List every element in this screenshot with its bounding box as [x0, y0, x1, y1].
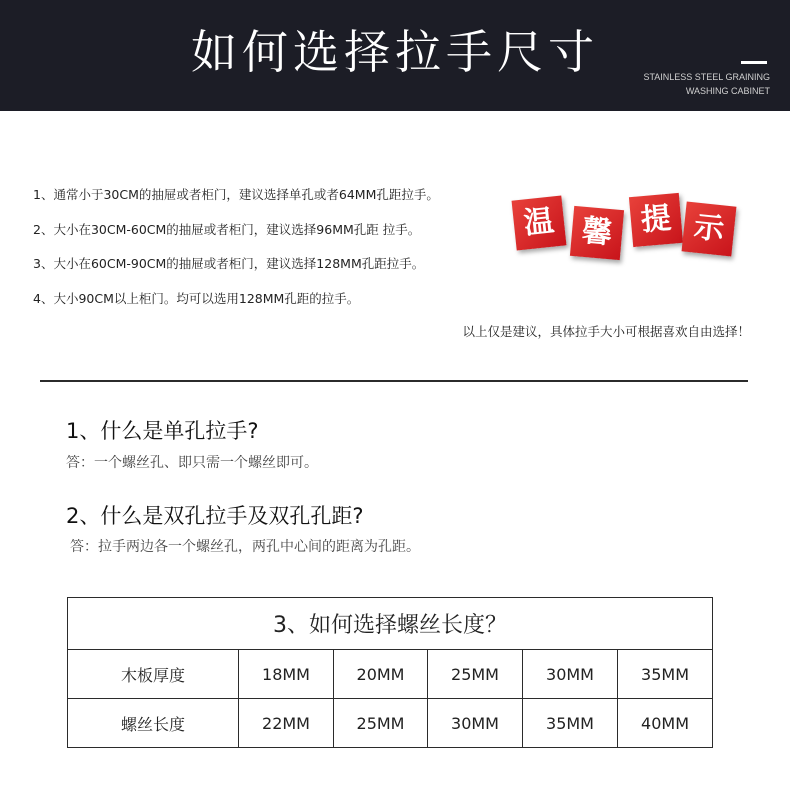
tip-item: 1、通常小于30CM的抽屉或者柜门，建议选择单孔或者64MM孔距拉手。: [33, 187, 439, 202]
header-subtitle-line1: STAINLESS STEEL GRAINING: [643, 72, 770, 82]
tip-item: 4、大小90CM以上柜门。均可以选用128MM孔距的拉手。: [33, 290, 360, 306]
table-row: [68, 699, 713, 748]
stamp-char: 温: [512, 196, 567, 251]
table-cell: 30MM: [523, 650, 618, 699]
tip-item: 3、大小在60CM-90CM的抽屉或者柜门，建议选择128MM孔距拉手。: [33, 256, 425, 271]
tips-list: [33, 178, 439, 316]
tip-item: 2、大小在30CM-60CM的抽屉或者柜门，建议选择96MM孔距 拉手。: [33, 221, 421, 237]
header-banner: [0, 0, 790, 111]
warm-tip-stamps: [512, 190, 732, 270]
table-cell: 35MM: [523, 699, 618, 748]
header-accent-line: [741, 61, 767, 64]
stamp-char: 提: [629, 193, 683, 247]
faq-question: 2、什么是双孔拉手及双孔孔距?: [66, 504, 364, 528]
faq-question: 1、什么是单孔拉手?: [66, 419, 259, 443]
screw-length-table: [67, 597, 713, 748]
faq-answer: 答：拉手两边各一个螺丝孔，两孔中心间的距离为孔距。: [70, 539, 420, 555]
faq-answer: 答：一个螺丝孔、即只需一个螺丝即可。: [66, 455, 318, 471]
header-subtitle: [643, 70, 770, 98]
table-cell: 25MM: [334, 699, 428, 748]
table-cell: 40MM: [618, 699, 713, 748]
row-label: 木板厚度: [68, 650, 239, 699]
table-cell: 30MM: [428, 699, 523, 748]
row-label: 螺丝长度: [68, 699, 239, 748]
table-title: 3、如何选择螺丝长度？: [68, 598, 713, 650]
table-cell: 22MM: [239, 699, 334, 748]
table-title-row: [68, 598, 713, 650]
section-divider: [40, 380, 748, 382]
stamp-char: 馨: [570, 206, 624, 260]
header-subtitle-line2: WASHING CABINET: [685, 86, 770, 96]
table-row: [68, 650, 713, 699]
table-cell: 35MM: [618, 650, 713, 699]
page-title: 如何选择拉手尺寸: [191, 25, 599, 79]
stamp-char: 示: [682, 202, 737, 257]
suggestion-note: 以上仅是建议，具体拉手大小可根据喜欢自由选择！: [462, 324, 750, 339]
table-cell: 18MM: [239, 650, 334, 699]
table-cell: 20MM: [334, 650, 428, 699]
table-cell: 25MM: [428, 650, 523, 699]
